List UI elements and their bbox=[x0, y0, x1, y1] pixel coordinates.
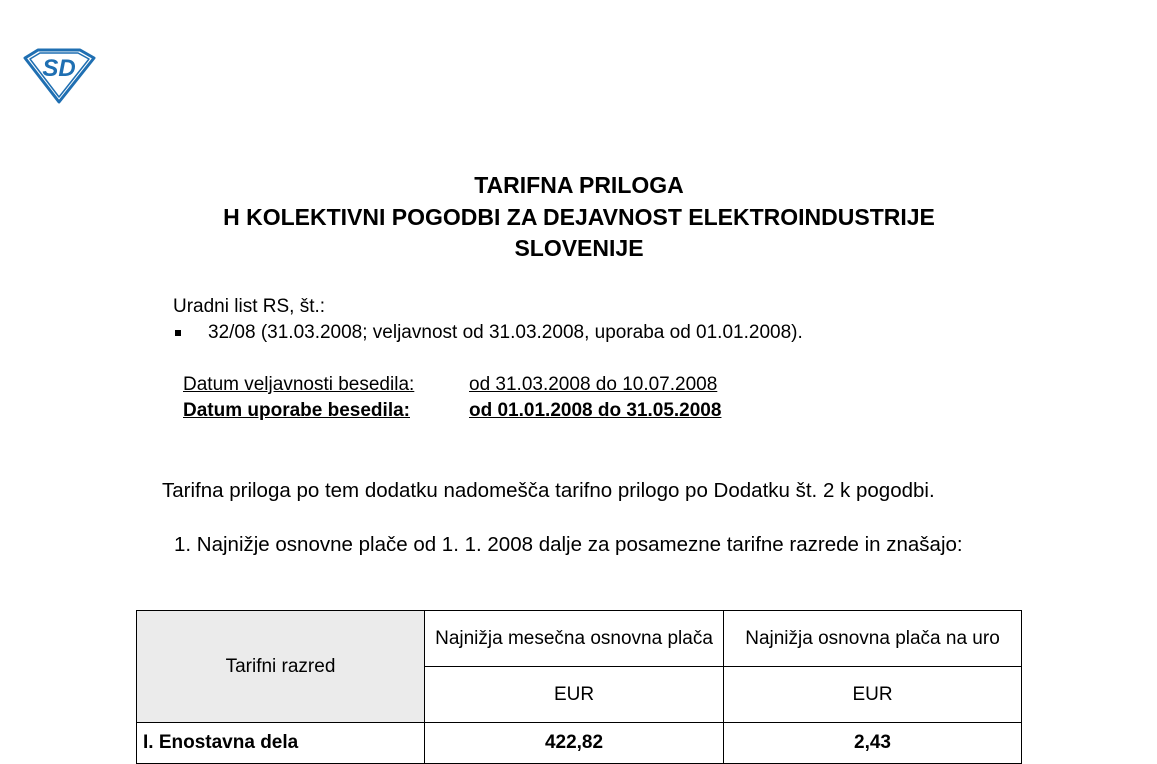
document-title bbox=[138, 170, 1020, 265]
hourly-wage-value: 2,43 bbox=[724, 723, 1022, 764]
text-dates bbox=[183, 372, 721, 424]
use-date-value: od 01.01.2008 do 31.05.2008 bbox=[469, 400, 722, 421]
paragraph-point-1: 1. Najnižje osnovne plače od 1. 1. 2008 dalje za posamezne tarifne razrede in znašajo: bbox=[174, 533, 963, 556]
gazette-entry-text: 32/08 (31.03.2008; veljavnost od 31.03.2008, uporaba od 01.01.2008). bbox=[208, 322, 803, 343]
tariff-class-name: I. Enostavna dela bbox=[137, 723, 425, 764]
col-header-monthly: Najnižja mesečna osnovna plača bbox=[425, 611, 724, 667]
validity-date-label: Datum veljavnosti besedila: bbox=[183, 374, 415, 395]
table-header-row bbox=[137, 611, 1022, 667]
gazette-entry bbox=[173, 320, 803, 346]
title-line-3: SLOVENIJE bbox=[514, 235, 644, 261]
col-header-hourly: Najnižja osnovna plača na uro bbox=[724, 611, 1022, 667]
tariff-table bbox=[136, 610, 1022, 764]
bullet-icon bbox=[175, 330, 181, 336]
logo-text: SD bbox=[42, 55, 76, 82]
use-date-label: Datum uporabe besedila: bbox=[183, 400, 410, 421]
monthly-wage-value: 422,82 bbox=[425, 723, 724, 764]
use-date-row bbox=[183, 398, 721, 424]
gazette-label: Uradni list RS, št.: bbox=[173, 296, 326, 317]
validity-date-row bbox=[183, 372, 721, 398]
gazette-reference bbox=[173, 294, 803, 346]
title-line-2: H KOLEKTIVNI POGODBI ZA DEJAVNOST ELEKTROINDUSTRIJE bbox=[223, 203, 935, 230]
title-line-1: TARIFNA PRILOGA bbox=[474, 172, 684, 198]
col-unit-hourly: EUR bbox=[724, 667, 1022, 723]
company-logo-icon bbox=[22, 48, 96, 104]
paragraph-intro: Tarifna priloga po tem dodatku nadomešča tarifno prilogo po Dodatku št. 2 k pogodbi. bbox=[162, 479, 935, 502]
col-unit-monthly: EUR bbox=[425, 667, 724, 723]
col-header-tariff-class: Tarifni razred bbox=[137, 611, 425, 723]
validity-date-value: od 31.03.2008 do 10.07.2008 bbox=[469, 374, 718, 395]
table-row bbox=[137, 723, 1022, 764]
